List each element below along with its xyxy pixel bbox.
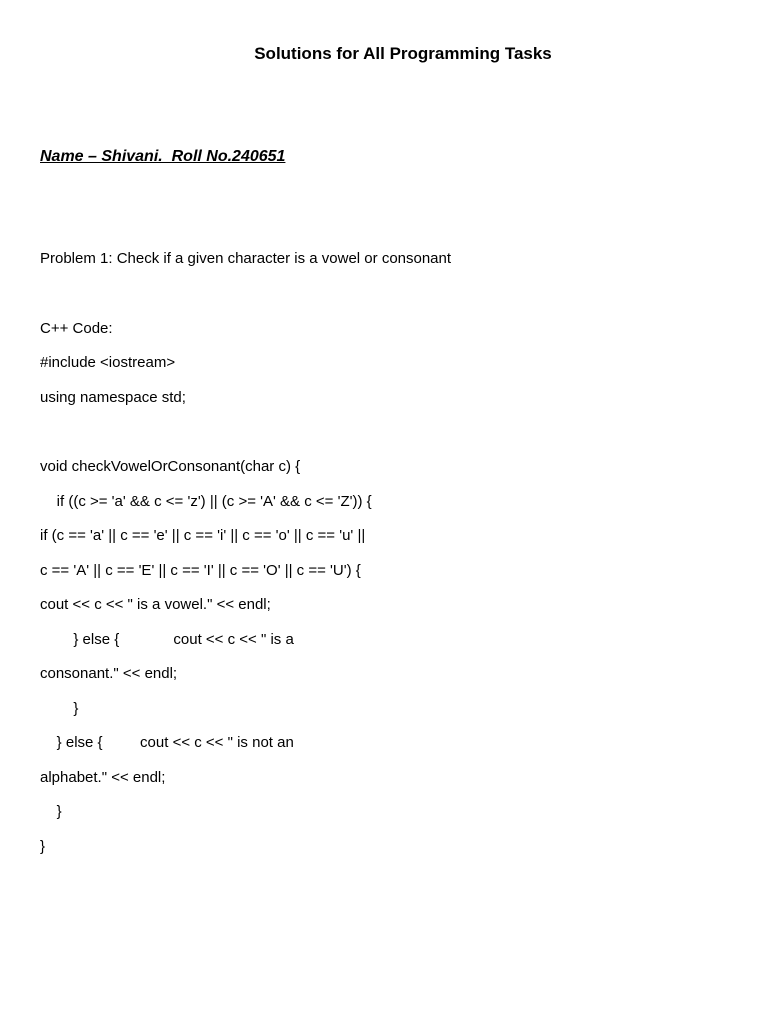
code-line: } (40, 700, 79, 717)
code-line: } else { cout << c << " is a (40, 631, 294, 648)
author-line: Name – Shivani. Roll No.240651 (40, 148, 286, 165)
code-line: cout << c << " is a vowel." << endl; (40, 596, 271, 613)
code-line: } else { cout << c << " is not an (40, 734, 294, 751)
code-line: consonant." << endl; (40, 665, 178, 682)
code-line: c == 'A' || c == 'E' || c == 'I' || c == 'O' || c == 'U') { (40, 562, 361, 579)
code-line: } (40, 803, 62, 820)
code-line: using namespace std; (40, 389, 186, 406)
code-line: if ((c >= 'a' && c <= 'z') || (c >= 'A' && c <= 'Z')) { (40, 493, 372, 510)
code-line: void checkVowelOrConsonant(char c) { (40, 458, 301, 475)
code-line: if (c == 'a' || c == 'e' || c == 'i' || c == 'o' || c == 'u' || (40, 527, 366, 544)
document-title: Solutions for All Programming Tasks (254, 44, 552, 63)
problem-heading: Problem 1: Check if a given character is a vowel or consonant (40, 250, 452, 267)
code-line: alphabet." << endl; (40, 769, 166, 786)
code-line: #include <iostream> (40, 354, 176, 371)
code-line: } (40, 838, 46, 855)
code-label: C++ Code: (40, 320, 113, 337)
